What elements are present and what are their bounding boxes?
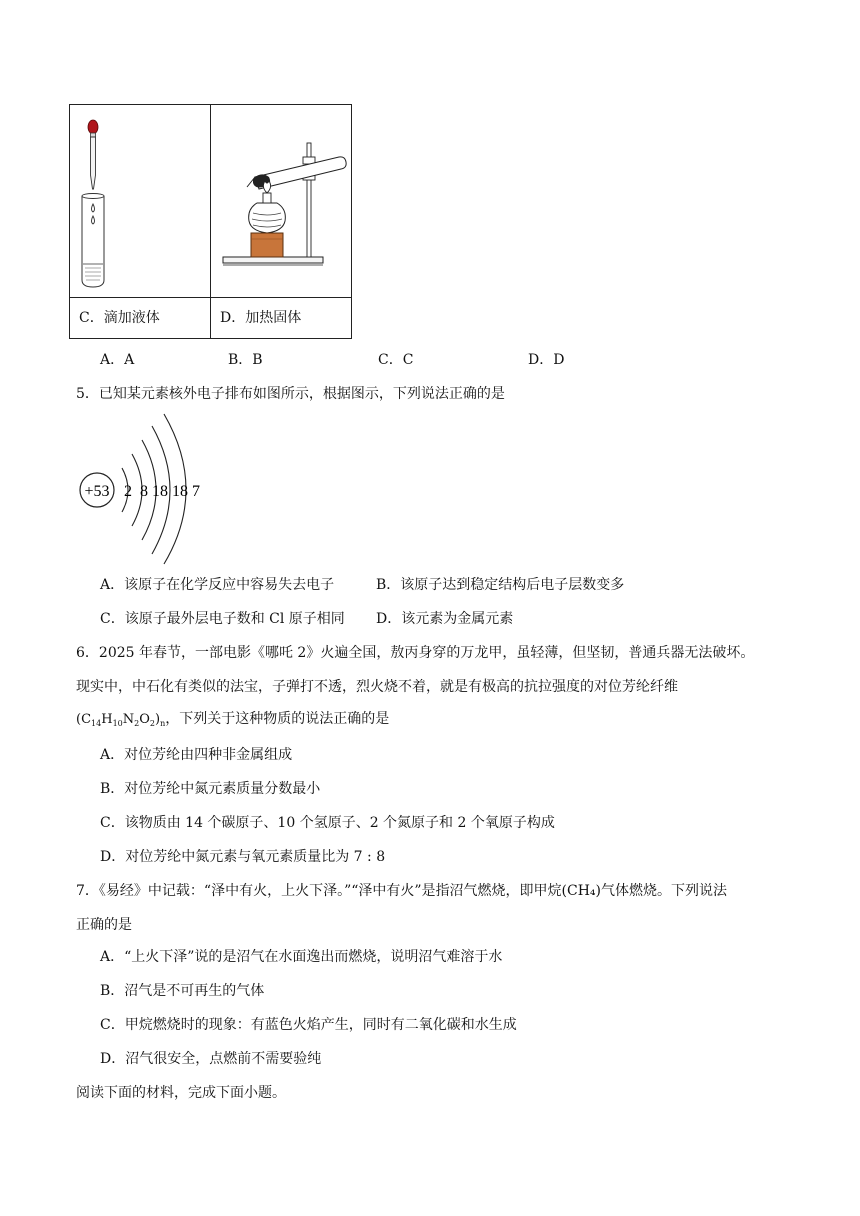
- q7-option-c[interactable]: C．甲烷燃烧时的现象：有蓝色火焰产生，同时有二氧化碳和水生成: [100, 1017, 517, 1033]
- q6-option-d[interactable]: D．对位芳纶中氮元素与氧元素质量比为 7 : 8: [100, 849, 386, 865]
- q5-option-c[interactable]: C．该原子最外层电子数和 Cl 原子相同: [100, 611, 345, 627]
- q7-option-d[interactable]: D．沼气很安全，点燃前不需要验纯: [100, 1051, 322, 1067]
- figure-cell-d: [211, 105, 352, 298]
- q7-option-a[interactable]: A．“上火下泽”说的是沼气在水面逸出而燃烧，说明沼气难溶于水: [100, 949, 503, 965]
- q5-option-b[interactable]: B．该原子达到稳定结构后电子层数变多: [376, 577, 625, 593]
- dropper-illustration: [70, 105, 210, 297]
- q5-option-d[interactable]: D．该元素为金属元素: [376, 611, 514, 627]
- q6-option-c[interactable]: C．该物质由 14 个碳原子、10 个氢原子、2 个氮原子和 2 个氧原子构成: [100, 815, 555, 831]
- q6-stem-line1: 6．2025 年春节，一部电影《哪吒 2》火遍全国，敖丙身穿的万龙甲，虽轻薄，但坚韧，普通兵器无法破坏。: [76, 645, 755, 661]
- chemical-formula: $(C_{14}H_{10}N_2O_2)_n$: [76, 712, 166, 728]
- q6-stem-line2: 现实中，中石化有类似的法宝，子弹打不透，烈火烧不着，就是有极高的抗拉强度的对位芳纶纤维: [76, 679, 678, 695]
- shell-electron-counts: 2 8 18 18 7: [124, 483, 200, 500]
- q6-stem-line3-text: ，下列关于这种物质的说法正确的是: [165, 711, 390, 727]
- q5-stem: 5．已知某元素核外电子排布如图所示，根据图示，下列说法正确的是: [76, 386, 505, 402]
- q6-option-a[interactable]: A．对位芳纶由四种非金属组成: [100, 747, 293, 763]
- q4-option-c[interactable]: C．C: [378, 352, 414, 368]
- caption-c: C．滴加液体: [70, 298, 211, 339]
- dropper-icon: [70, 105, 210, 297]
- q7-stem-line1: 7．《易经》中记载：“泽中有火，上火下泽。”“泽中有火”是指沼气燃烧，即甲烷(CH₄)气体燃烧。下列说法: [76, 883, 727, 899]
- q5-option-a[interactable]: A．该原子在化学反应中容易失去电子: [100, 577, 335, 593]
- q7-option-b[interactable]: B．沼气是不可再生的气体: [100, 983, 265, 999]
- atomic-structure-diagram: [78, 412, 218, 567]
- figure-cell-c: [70, 105, 211, 298]
- reading-instruction: 阅读下面的材料，完成下面小题。: [76, 1085, 286, 1101]
- burner-stand-icon: [211, 105, 351, 297]
- q4-option-d[interactable]: D．D: [528, 352, 565, 368]
- q6-stem-line3: [76, 709, 389, 734]
- nucleus-charge: +53: [84, 483, 110, 500]
- q4-option-b[interactable]: B．B: [228, 352, 263, 368]
- heating-apparatus-illustration: [211, 105, 351, 297]
- q4-option-a[interactable]: A．A: [100, 352, 135, 368]
- q6-option-b[interactable]: B．对位芳纶中氮元素质量分数最小: [100, 781, 321, 797]
- q7-stem-line2: 正确的是: [76, 917, 132, 933]
- figure-table: [69, 104, 352, 339]
- caption-d: D．加热固体: [211, 298, 352, 339]
